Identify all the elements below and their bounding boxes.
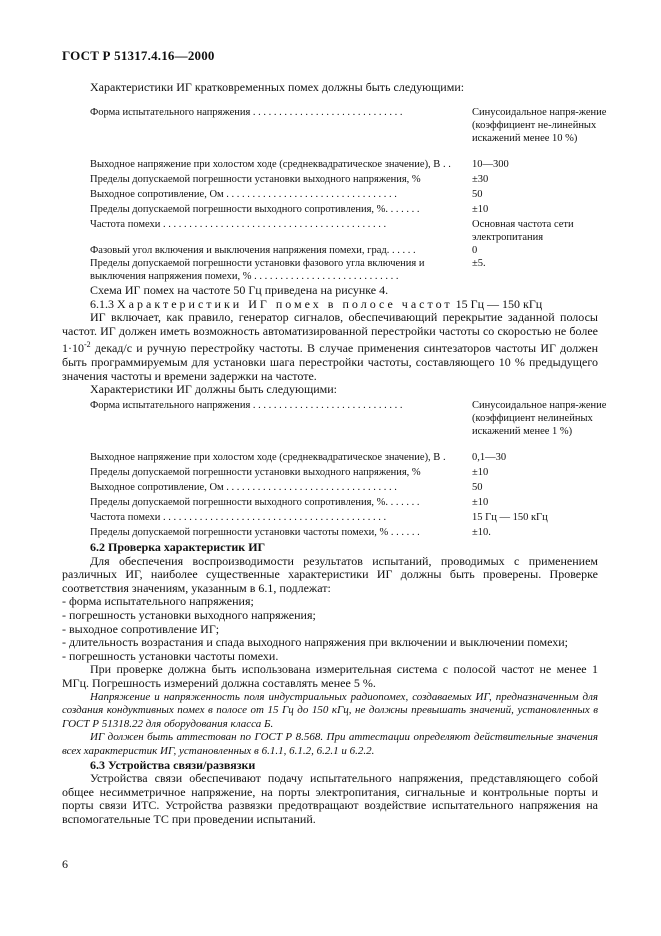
table2-intro: Характеристики ИГ должны быть следующими: — [90, 382, 337, 397]
spec-value: Синусоидальное напря-жение (коэффициент нелинейных искажений менее 1 %) — [472, 400, 607, 437]
list-item: - форма испытательного напряжения; — [62, 594, 254, 609]
section-62-list — [62, 595, 598, 663]
spec-value: ±10 — [472, 467, 489, 478]
para-613-part-b: декад/с и ручную перестройку частоты. В случае применения синтезаторов частоты ИГ должен быть программируемым для установки шага перестройки частоты, составляющего 10 % предыдущего значения частоты и времени задержки на частоте. — [62, 341, 598, 383]
table1-intro: Характеристики ИГ кратковременных помех должны быть следующими: — [90, 80, 465, 94]
section-613-heading — [62, 298, 598, 312]
section-62-note1: Напряжение и напряженность поля индустриальных радиопомех, создаваемых ИГ, предназначенным для создания кондуктивных помех в полосе от 15 Гц до 150 кГц, не должны превышать значений, установленных в ГОСТ Р 51318.22 для оборудования класса Б. — [62, 690, 598, 730]
section-613-range: 15 Гц — 150 кГц — [455, 296, 543, 311]
list-item: - длительность возрастания и спада выходного напряжения при включении и выключении помехи; — [62, 635, 568, 650]
section-62-title: 6.2 Проверка характеристик ИГ — [90, 540, 266, 554]
band-specs-table — [90, 399, 610, 541]
spec-value: Синусоидальное напря-жение (коэффициент не-линейных искажений менее 10 %) — [472, 107, 607, 144]
spec-row — [90, 173, 610, 188]
list-item: - погрешность установки выходного напряжения; — [62, 607, 316, 622]
spec-row — [90, 244, 610, 257]
spec-param: Выходное напряжение при холостом ходе (среднеквадратическое значение), В . . — [90, 159, 451, 170]
document-header: ГОСТ Р 51317.4.16—2000 — [62, 48, 215, 63]
spec-value: ±30 — [472, 174, 489, 185]
spec-row — [90, 481, 610, 496]
spec-param: Выходное сопротивление, Ом . . . . . . . . . . . . . . . . . . . . . . . . . . . . . . . . . — [90, 482, 397, 493]
section-613-block — [62, 284, 598, 397]
spec-value: ±10. — [472, 527, 491, 538]
spec-param: Выходное напряжение при холостом ходе (среднеквадратическое значение), В . — [90, 452, 446, 463]
spec-value: 0,1—30 — [472, 452, 507, 463]
spec-row — [90, 188, 610, 203]
spec-param: Частота помехи . . . . . . . . . . . . . . . . . . . . . . . . . . . . . . . . . . . . . . . . . . . — [90, 219, 387, 230]
spec-value: ±10 — [472, 497, 489, 508]
spec-row — [90, 257, 610, 283]
spec-value: 50 — [472, 482, 483, 493]
page-number: 6 — [62, 857, 68, 871]
spec-row — [90, 158, 610, 173]
para-613-exponent: -2 — [84, 340, 91, 350]
spec-param: Пределы допускаемой погрешности установки частоты помехи, % . . . . . . — [90, 527, 420, 538]
list-item: - выходное сопротивление ИГ; — [62, 621, 220, 636]
scheme-note: Схема ИГ помех на частоте 50 Гц приведена на рисунке 4. — [90, 283, 389, 297]
section-613-number: 6.1.3 — [90, 296, 114, 311]
spec-param: Фазовый угол включения и выключения напряжения помехи, град. . . . . . — [90, 245, 416, 256]
section-62-para1: Для обеспечения воспроизводимости результатов испытаний, проводимых с применением различных ИГ, наиболее существенные характеристики ИГ должны быть проверены. Проверке соответствия значениям, указанным в 6.1, подлежат: — [62, 553, 598, 595]
spec-row — [90, 451, 610, 466]
spec-row — [90, 496, 610, 511]
spec-param: Частота помехи . . . . . . . . . . . . . . . . . . . . . . . . . . . . . . . . . . . . . . . . . . . — [90, 512, 387, 523]
section-613-paragraph — [62, 311, 598, 383]
spec-value: 10—300 — [472, 159, 509, 170]
spec-row — [90, 399, 610, 451]
section-62-block — [62, 541, 598, 826]
spec-row — [90, 466, 610, 481]
spec-value: Основная частота сети электропитания — [472, 219, 574, 243]
spec-value: 50 — [472, 189, 483, 200]
section-613-title: Характеристики ИГ помех в полосе частот — [117, 296, 453, 311]
spec-value: 0 — [472, 245, 478, 256]
spec-value: 15 Гц — 150 кГц — [472, 512, 548, 523]
section-62-note2: ИГ должен быть аттестован по ГОСТ Р 8.568. При аттестации определяют действительные значения всех характеристик ИГ, установленных в 6.1.1, 6.1.2, 6.2.1 и 6.2.2. — [62, 731, 598, 757]
spec-value: ±5. — [472, 258, 486, 269]
spec-param: Форма испытательного напряжения . . . . . . . . . . . . . . . . . . . . . . . . . . . . . — [90, 400, 403, 411]
list-item: - погрешность установки частоты помехи. — [62, 648, 279, 663]
spec-param: Пределы допускаемой погрешности выходного сопротивления, %. . . . . . . — [90, 497, 420, 508]
spec-row — [90, 218, 610, 244]
spec-param: Выходное сопротивление, Ом . . . . . . . . . . . . . . . . . . . . . . . . . . . . . . . . . — [90, 189, 397, 200]
spec-row — [90, 203, 610, 218]
para-613-part-a: ИГ включает, как правило, генератор сигналов, обеспечивающий перекрытие заданной полосы частот. ИГ должен иметь возможность автоматизированной перестройки частоты со скоростью не более 1·10 — [62, 310, 598, 356]
spec-param: Форма испытательного напряжения . . . . . . . . . . . . . . . . . . . . . . . . . . . . . — [90, 107, 403, 118]
section-63-para: Устройства связи обеспечивают подачу испытательного напряжения, представляющего собой общее несимметричное напряжение, на порты электропитания, сигнальные и контрольные порты и порты связи ИТС. Устройства развязки предотвращают воздействие испытательного напряжения на вспомогательные ТС при проведении испытаний. — [62, 771, 598, 826]
spec-value: ±10 — [472, 204, 489, 215]
spec-param: Пределы допускаемой погрешности установки выходного напряжения, % — [90, 174, 421, 185]
spec-row — [90, 106, 610, 158]
spec-param: Пределы допускаемой погрешности установки выходного напряжения, % — [90, 467, 421, 478]
section-63-title: 6.3 Устройства связи/развязки — [90, 757, 256, 772]
spec-param: Пределы допускаемой погрешности установки фазового угла включения и выключения напряжения помехи, % . . . . . . . . . . . . . . . . . . . . . . . . . . . . — [90, 258, 425, 282]
spec-param: Пределы допускаемой погрешности выходного сопротивления, %. . . . . . . — [90, 204, 420, 215]
spec-row — [90, 511, 610, 526]
spec-row — [90, 526, 610, 541]
section-62-para2: При проверке должна быть использована измерительная система с полосой частот не менее 1 МГц. Погрешность измерений должна составлять менее 5 %. — [62, 662, 598, 690]
short-term-specs-table — [90, 106, 610, 283]
